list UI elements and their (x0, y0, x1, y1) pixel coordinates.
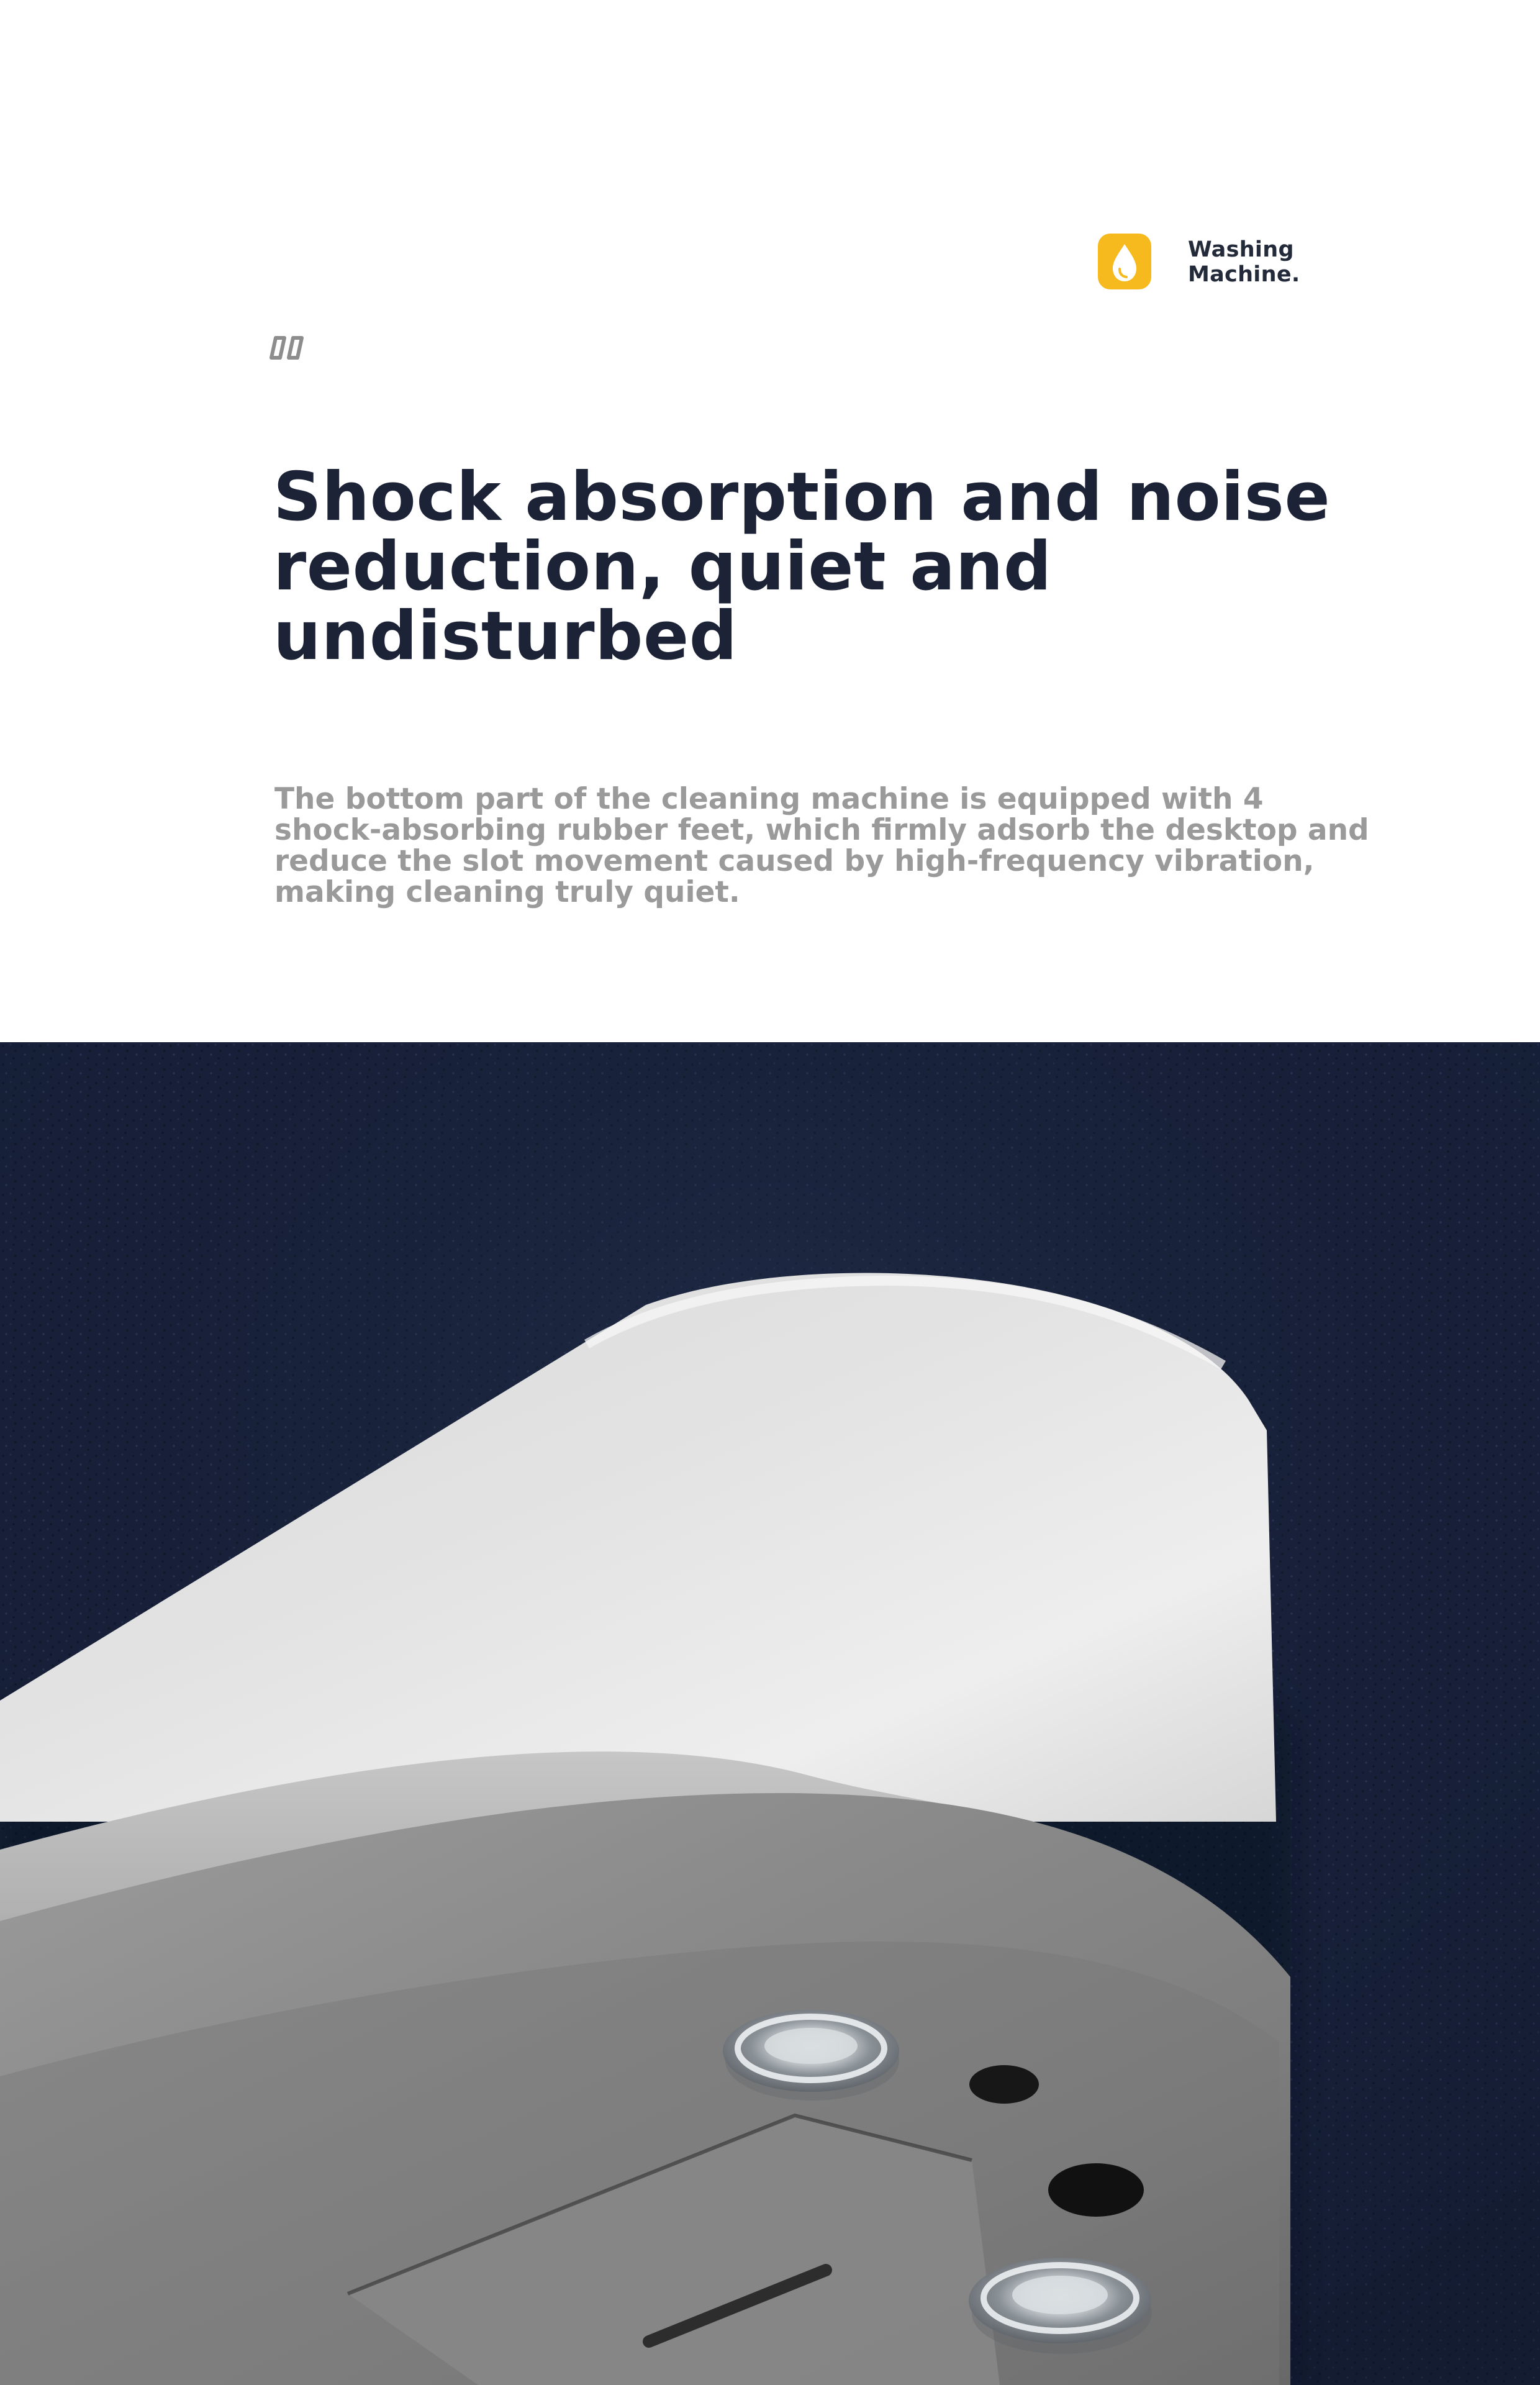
description-line-1: The bottom part of the cleaning machine is equipped with 4 (274, 782, 1264, 816)
description-line-4: making cleaning truly quiet. (274, 875, 740, 909)
description-line-2: shock-absorbing rubber feet, which firmly adsorb the desktop and (274, 813, 1369, 847)
brand-name-line-1: Washing (1188, 237, 1294, 262)
headline-line-2: reduction, quiet and (273, 528, 1052, 606)
description-line-3: reduce the slot movement caused by high-frequency vibration, (274, 844, 1315, 878)
headline-line-3: undisturbed (273, 597, 738, 675)
feature-description (274, 782, 1369, 909)
water-drop-icon (1098, 234, 1151, 289)
brand-name (1188, 237, 1331, 287)
brand-badge (1098, 231, 1334, 293)
page-title (273, 458, 1331, 675)
feature-intro-section (0, 0, 1540, 1042)
headline-line-1: Shock absorption and noise (273, 458, 1331, 536)
brand-name-line-2: Machine. (1188, 262, 1300, 287)
quotation-mark-icon (267, 330, 310, 365)
product-photo (0, 1042, 1540, 2385)
